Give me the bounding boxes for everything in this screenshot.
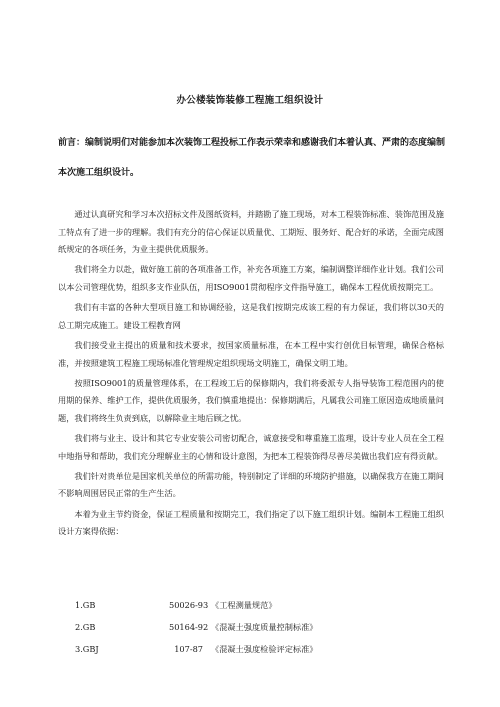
body-paragraph: 我们接受业主提出的质量和技术要求，按国家质量标准，在本工程中实行创优目标管理，确保合格标准，并按照建筑工程施工现场标准化管理规定组织现场文明施工，确保文明工地。 — [58, 339, 444, 368]
preface-heading: 前言：编制说明们对能参加本次装饰工程投标工作表示荣幸和感谢我们本着认真、严肃的态度编制本次施工组织设计。 — [58, 138, 446, 178]
reference-list — [75, 594, 317, 660]
reference-code: 50164-92 — [169, 622, 209, 632]
body-paragraph: 通过认真研究和学习本次招标文件及图纸资料，并踏勘了施工现场，对本工程装饰标准、装饰范围及施工特点有了进一步的理解。我们有充分的信心保证以质量优、工期短、服务好、配合好的承诺，全面完成图纸规定的各项任务，为业主提供优质服务。 — [58, 209, 444, 255]
reference-item — [75, 638, 317, 660]
reference-item — [75, 594, 317, 616]
reference-standard: 3.GBJ — [75, 644, 99, 654]
body-paragraph: 我们针对贵单位是国家机关单位的所需功能，特别制定了详细的环境防护措施，以确保我方在施工期间不影响周围居民正常的生产生活。 — [58, 470, 444, 499]
reference-title: 《混凝土强度质量控制标准》 — [211, 622, 318, 632]
body-paragraph: 按照ISO9001的质量管理体系，在工程竣工后的保修期内，我们将委派专人指导装饰工程范围内的使用期的保养、维护工作，提供优质服务，我们慎重地提出：保修期满后，凡属我公司施工原因造成地质量问题，我们将终生负责到底，以解除业主地后顾之忧。 — [58, 377, 444, 423]
body-paragraph: 我们将与业主、设计和其它专业安装公司密切配合，诚意接受和尊重施工监理，设计专业人员在全工程中地指导和帮助，我们充分理解业主的心情和设计意图，为把本工程装饰得尽善尽美做出我们应有得贡献。 — [58, 433, 444, 461]
body-paragraph: 我们有丰富的各种大型项目施工和协调经验，这是我们按期完成该工程的有力保证，我们将以30天的总工期完成施工。建设工程教育网 — [58, 302, 444, 330]
reference-title: 《混凝土强度检验评定标准》 — [211, 644, 318, 654]
body-paragraph: 本着为业主节约资金，保证工程质量和按期完工，我们指定了以下施工组织计划。编制本工程施工组织设计方案得依据： — [58, 508, 444, 537]
reference-standard: 2.GB — [75, 622, 96, 632]
reference-standard: 1.GB — [75, 600, 96, 610]
reference-code: 107-87 — [169, 644, 204, 654]
document-title: 办公楼装饰装修工程施工组织设计 — [176, 95, 324, 106]
reference-code: 50026-93 — [169, 600, 209, 610]
reference-title: 《工程测量规范》 — [211, 600, 277, 610]
reference-item — [75, 616, 317, 638]
body-paragraph: 我们将全力以赴，做好施工前的各项准备工作，补充各项施工方案，编制调整详细作业计划。我们公司以本公司管理优势，组织多支作业队伍，用ISO9001贯彻程序文件指导施工，确保本工程优质按期完工。 — [58, 264, 444, 292]
document-body — [58, 206, 444, 543]
